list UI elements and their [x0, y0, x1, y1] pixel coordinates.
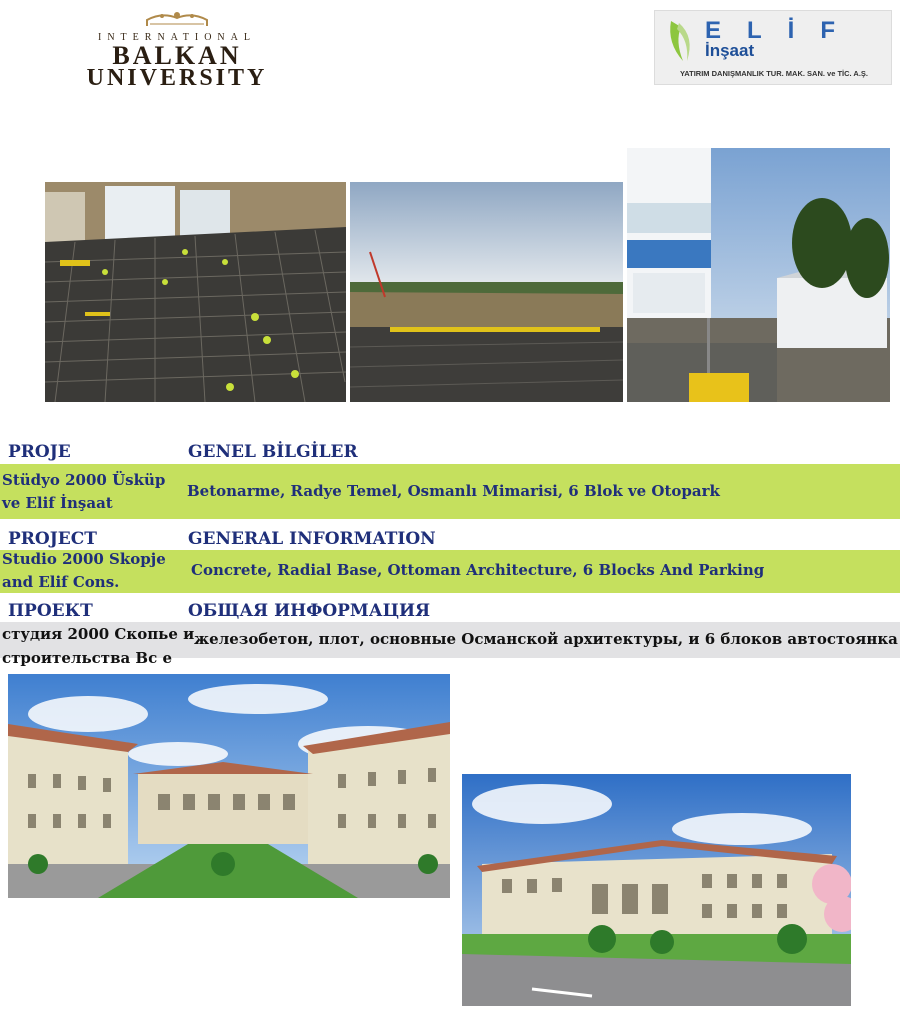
elif-tagline: YATIRIM DANIŞMANLIK TUR. MAK. SAN. ve TİC. A.Ş. — [679, 69, 869, 78]
en-client-line1: Studio 2000 Skopje — [2, 550, 166, 568]
ru-client-line2: строительства Вс е — [2, 649, 173, 667]
tr-client-line1: Stüdyo 2000 Üsküp — [2, 471, 166, 489]
photo-render-icon — [462, 774, 851, 1006]
ru-project-heading: ПРОЕКТ — [8, 601, 93, 621]
tr-client-line2: ve Elif İnşaat — [2, 494, 113, 512]
photo-signboard-icon — [627, 148, 890, 402]
elif-wordmark: ELİF — [705, 17, 861, 44]
leaf-icon — [665, 17, 699, 65]
ru-info-heading: ОБЩАЯ ИНФОРМАЦИЯ — [188, 601, 431, 621]
logo-line-university: UNIVERSITY — [86, 65, 268, 91]
foundation-pit-photo — [350, 182, 623, 402]
construction-site-photo — [45, 182, 346, 402]
tr-details: Betonarme, Radye Temel, Osmanlı Mimarisi, 6 Blok ve Otopark — [187, 482, 720, 500]
insaat-wordmark: İnşaat — [705, 41, 755, 60]
photo-foundation-icon — [350, 182, 623, 402]
elif-insaat-logo — [654, 10, 892, 85]
photo-construction-icon — [45, 182, 346, 402]
en-info-heading: GENERAL INFORMATION — [188, 529, 436, 549]
ru-client-line1: студия 2000 Скопье и — [2, 625, 195, 643]
en-project-heading: PROJECT — [8, 529, 97, 549]
en-client-line2: and Elif Cons. — [2, 573, 120, 591]
logo-line-international: INTERNATIONAL — [98, 32, 256, 43]
en-details: Concrete, Radial Base, Ottoman Architecture, 6 Blocks And Parking — [191, 561, 765, 579]
crown-icon — [142, 10, 212, 28]
signboard-photo — [627, 148, 890, 402]
logo-line-balkan: BALKAN — [112, 41, 242, 70]
street-render — [462, 774, 851, 1006]
courtyard-render — [8, 674, 450, 898]
photo-render-icon — [8, 674, 450, 898]
tr-project-heading: PROJE — [8, 442, 71, 462]
tr-info-heading: GENEL BİLGİLER — [188, 442, 358, 462]
balkan-university-logo — [47, 10, 307, 90]
ru-details: железобетон, плот, основные Османской архитектуры, и 6 блоков автостоянка — [194, 630, 898, 648]
